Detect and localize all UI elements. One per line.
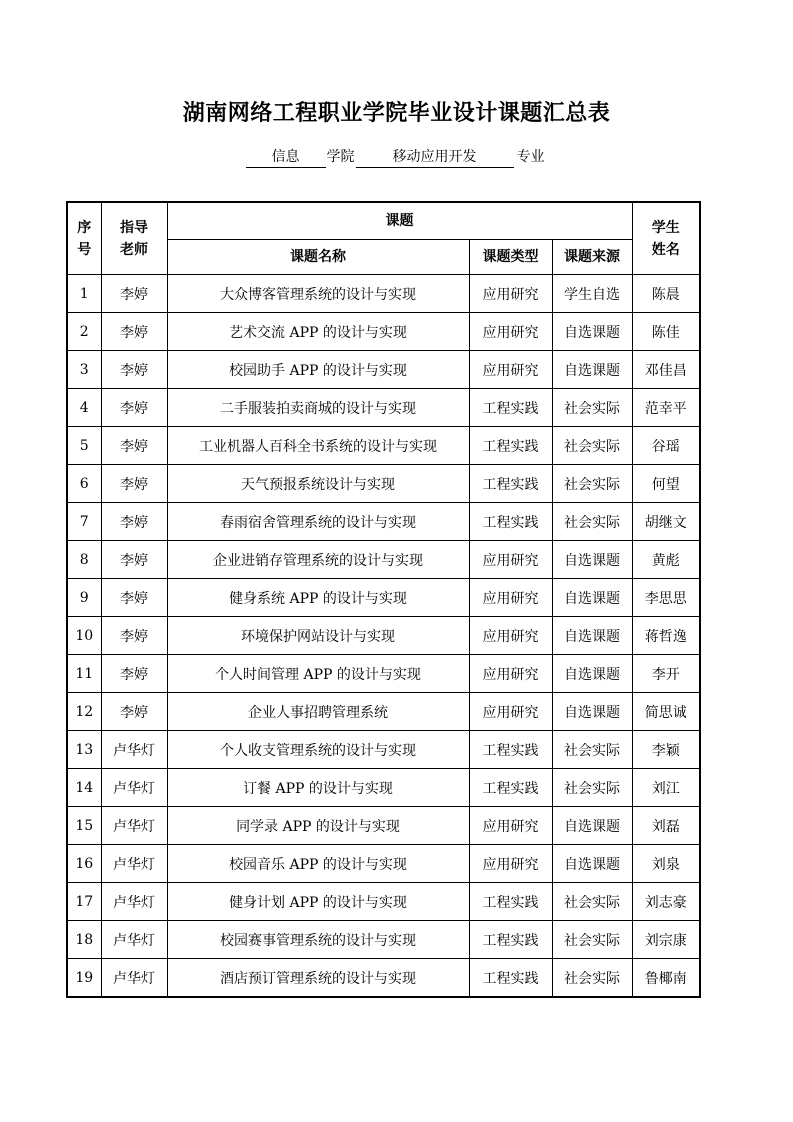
cell-topic-name: 校园助手 APP 的设计与实现 [167,351,469,389]
cell-student: 陈佳 [632,313,700,351]
cell-student: 何望 [632,465,700,503]
cell-advisor: 李婷 [101,541,167,579]
cell-advisor: 卢华灯 [101,731,167,769]
cell-seq: 16 [67,845,101,883]
cell-topic-type: 应用研究 [469,275,552,313]
table-row [67,693,700,731]
header-student [632,202,700,275]
cell-topic-source: 社会实际 [552,959,632,998]
cell-topic-source: 自选课题 [552,351,632,389]
cell-topic-type: 工程实践 [469,883,552,921]
cell-topic-name: 环境保护网站设计与实现 [167,617,469,655]
cell-seq: 18 [67,921,101,959]
topic-summary-table [66,201,701,998]
table-row [67,503,700,541]
header-topic-type: 课题类型 [469,240,552,275]
table-row [67,845,700,883]
cell-topic-type: 工程实践 [469,465,552,503]
cell-seq: 15 [67,807,101,845]
cell-advisor: 李婷 [101,427,167,465]
table-row [67,313,700,351]
table-row [67,883,700,921]
cell-student: 范幸平 [632,389,700,427]
table-row [67,427,700,465]
cell-seq: 11 [67,655,101,693]
header-student-text: 学生 姓名 [651,219,680,258]
cell-seq: 2 [67,313,101,351]
cell-seq: 8 [67,541,101,579]
cell-topic-source: 自选课题 [552,655,632,693]
cell-topic-name: 企业进销存管理系统的设计与实现 [167,541,469,579]
cell-topic-name: 艺术交流 APP 的设计与实现 [167,313,469,351]
cell-student: 谷瑶 [632,427,700,465]
cell-advisor: 卢华灯 [101,883,167,921]
cell-topic-name: 校园赛事管理系统的设计与实现 [167,921,469,959]
header-seq-text: 序 号 [77,219,92,258]
table-row [67,275,700,313]
cell-student: 鲁椰南 [632,959,700,998]
cell-topic-type: 应用研究 [469,693,552,731]
cell-advisor: 卢华灯 [101,921,167,959]
cell-student: 陈晨 [632,275,700,313]
cell-seq: 6 [67,465,101,503]
header-topic-source: 课题来源 [552,240,632,275]
cell-topic-source: 自选课题 [552,617,632,655]
table-row [67,579,700,617]
cell-seq: 9 [67,579,101,617]
cell-student: 黄彪 [632,541,700,579]
cell-student: 简思诚 [632,693,700,731]
cell-topic-source: 自选课题 [552,579,632,617]
cell-topic-name: 校园音乐 APP 的设计与实现 [167,845,469,883]
table-body [67,275,700,998]
cell-topic-name: 同学录 APP 的设计与实现 [167,807,469,845]
header-topic-name: 课题名称 [167,240,469,275]
cell-seq: 17 [67,883,101,921]
cell-seq: 13 [67,731,101,769]
cell-topic-name: 个人时间管理 APP 的设计与实现 [167,655,469,693]
cell-seq: 19 [67,959,101,998]
cell-seq: 5 [67,427,101,465]
cell-topic-type: 工程实践 [469,389,552,427]
cell-topic-name: 健身系统 APP 的设计与实现 [167,579,469,617]
cell-topic-type: 工程实践 [469,503,552,541]
cell-topic-source: 学生自选 [552,275,632,313]
table-row [67,541,700,579]
cell-student: 邓佳昌 [632,351,700,389]
cell-topic-type: 工程实践 [469,427,552,465]
cell-advisor: 李婷 [101,313,167,351]
cell-topic-name: 天气预报系统设计与实现 [167,465,469,503]
cell-topic-name: 工业机器人百科全书系统的设计与实现 [167,427,469,465]
cell-topic-source: 自选课题 [552,541,632,579]
cell-advisor: 卢华灯 [101,769,167,807]
cell-student: 胡继文 [632,503,700,541]
cell-seq: 3 [67,351,101,389]
cell-topic-source: 社会实际 [552,503,632,541]
cell-topic-name: 春雨宿舍管理系统的设计与实现 [167,503,469,541]
cell-topic-type: 工程实践 [469,921,552,959]
cell-student: 刘磊 [632,807,700,845]
cell-seq: 14 [67,769,101,807]
table-row [67,655,700,693]
cell-topic-type: 应用研究 [469,351,552,389]
major-label: 专业 [516,149,545,165]
subtitle-line [0,148,793,168]
cell-advisor: 卢华灯 [101,959,167,998]
cell-topic-name: 酒店预订管理系统的设计与实现 [167,959,469,998]
header-seq [67,202,101,275]
cell-topic-type: 应用研究 [469,845,552,883]
document-title: 湖南网络工程职业学院毕业设计课题汇总表 [182,101,611,126]
cell-student: 蒋哲逸 [632,617,700,655]
cell-advisor: 李婷 [101,389,167,427]
cell-topic-type: 工程实践 [469,769,552,807]
cell-advisor: 卢华灯 [101,807,167,845]
cell-topic-source: 社会实际 [552,427,632,465]
cell-topic-source: 社会实际 [552,883,632,921]
table-row [67,617,700,655]
cell-advisor: 李婷 [101,655,167,693]
cell-student: 刘泉 [632,845,700,883]
cell-topic-name: 大众博客管理系统的设计与实现 [167,275,469,313]
cell-seq: 10 [67,617,101,655]
cell-topic-type: 工程实践 [469,731,552,769]
cell-advisor: 李婷 [101,617,167,655]
table-row [67,807,700,845]
cell-advisor: 李婷 [101,693,167,731]
cell-student: 李思思 [632,579,700,617]
department-label: 学院 [326,149,355,165]
cell-student: 李开 [632,655,700,693]
cell-topic-source: 社会实际 [552,389,632,427]
cell-topic-source: 社会实际 [552,465,632,503]
cell-topic-type: 工程实践 [469,959,552,998]
cell-topic-source: 自选课题 [552,845,632,883]
cell-advisor: 李婷 [101,351,167,389]
cell-advisor: 李婷 [101,503,167,541]
table-row [67,465,700,503]
cell-topic-source: 自选课题 [552,693,632,731]
cell-topic-name: 订餐 APP 的设计与实现 [167,769,469,807]
header-advisor-text: 指导 老师 [120,219,148,258]
cell-topic-type: 应用研究 [469,617,552,655]
cell-topic-name: 健身计划 APP 的设计与实现 [167,883,469,921]
cell-advisor: 李婷 [101,275,167,313]
cell-topic-source: 自选课题 [552,313,632,351]
cell-advisor: 李婷 [101,465,167,503]
cell-topic-source: 社会实际 [552,769,632,807]
cell-topic-name: 企业人事招聘管理系统 [167,693,469,731]
cell-seq: 7 [67,503,101,541]
cell-seq: 4 [67,389,101,427]
table-row [67,769,700,807]
cell-topic-type: 应用研究 [469,541,552,579]
cell-topic-type: 应用研究 [469,579,552,617]
cell-seq: 12 [67,693,101,731]
cell-topic-type: 应用研究 [469,807,552,845]
table-row [67,731,700,769]
cell-seq: 1 [67,275,101,313]
header-advisor [101,202,167,275]
cell-topic-source: 社会实际 [552,921,632,959]
table-row [67,351,700,389]
cell-student: 刘江 [632,769,700,807]
cell-advisor: 李婷 [101,579,167,617]
cell-topic-name: 二手服装拍卖商城的设计与实现 [167,389,469,427]
cell-advisor: 卢华灯 [101,845,167,883]
major-value: 移动应用开发 [356,148,514,168]
cell-student: 刘志豪 [632,883,700,921]
table-row [67,959,700,998]
cell-topic-type: 应用研究 [469,313,552,351]
table-row [67,921,700,959]
cell-topic-source: 自选课题 [552,807,632,845]
cell-topic-source: 社会实际 [552,731,632,769]
cell-topic-name: 个人收支管理系统的设计与实现 [167,731,469,769]
cell-student: 李颖 [632,731,700,769]
table-row [67,389,700,427]
cell-topic-type: 应用研究 [469,655,552,693]
cell-student: 刘宗康 [632,921,700,959]
header-topic-group: 课题 [167,202,632,240]
department-value: 信息 [246,148,326,168]
